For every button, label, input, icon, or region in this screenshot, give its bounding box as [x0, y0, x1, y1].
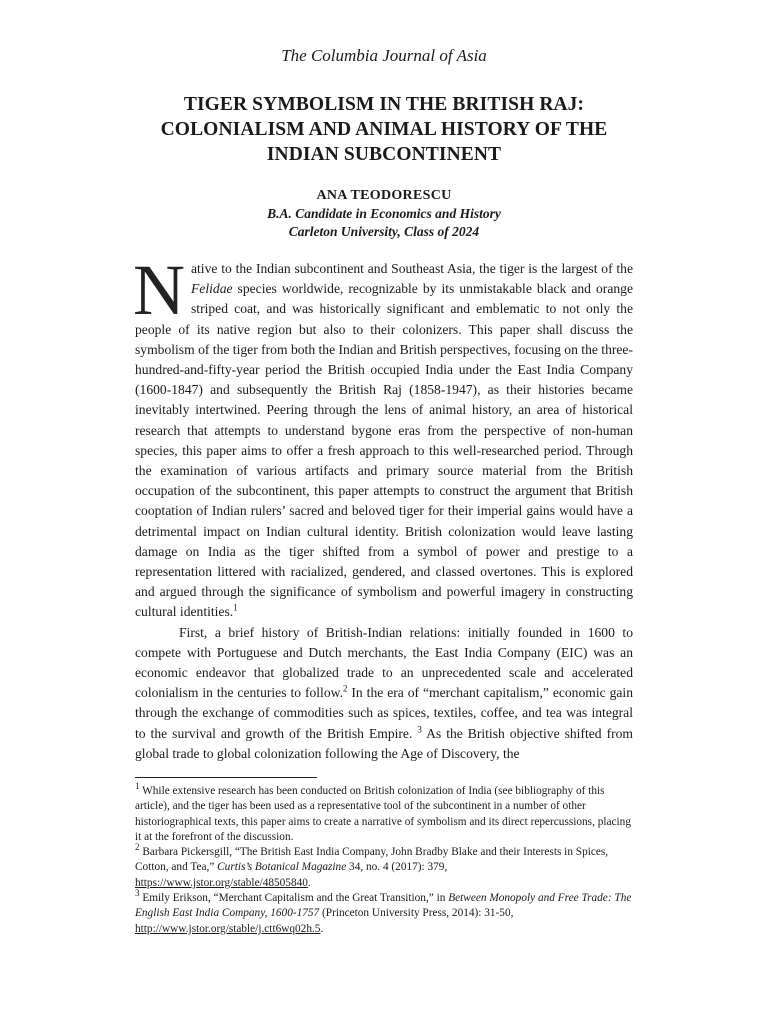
footnote-text: Emily Erikson, “Merchant Capitalism and the Great Transition,” in — [139, 892, 449, 905]
body-paragraph-2 — [135, 623, 633, 764]
text-span: In the era of “merchant capitalism,” economic gain through the exchange of commodities such as spices, textiles, coffee, and tea was integral to the survival and growth of the British Empire. — [135, 685, 634, 741]
footnote-1 — [135, 781, 633, 845]
footnote-2-link[interactable]: https://www.jstor.org/stable/48505840 — [135, 876, 308, 889]
article-body — [133, 250, 634, 764]
title-line: INDIAN SUBCONTINENT — [266, 144, 502, 165]
author-name: ANA TEODORESCU — [316, 188, 452, 203]
footnote-3-link[interactable]: http://www.jstor.org/stable/j.ctt6wq02h.5 — [135, 922, 321, 935]
text-span: ative to the Indian subcontinent and Southeast Asia, the tiger is the largest of the — [191, 261, 633, 276]
footnote-text: (Princeton University Press, 2014): 31-50, — [319, 907, 514, 920]
footnote-divider — [135, 777, 317, 778]
footnote-2 — [135, 842, 633, 891]
footnote-text: . — [320, 922, 324, 935]
book-title: Between Monopoly and Free Trade: The English East India Company, 1600-1757 — [135, 892, 632, 920]
footnote-number: 3 — [135, 888, 140, 899]
footnote-number: 1 — [135, 781, 140, 792]
journal-header: The Columbia Journal of Asia — [281, 46, 487, 65]
author-affiliation-degree: B.A. Candidate in Economics and History — [267, 206, 501, 221]
species-name: Felidae — [191, 281, 233, 297]
body-paragraph-1 — [133, 250, 633, 623]
footnote-ref-1[interactable]: 1 — [233, 602, 238, 613]
text-span: species worldwide, recognizable by its unmistakable black and orange striped coat, and was historically significant and emblematic to not only the people of its native region but also to their colonizers. This paper shall discuss the symbolism of the tiger from both the Indian and British perspectives, focusing on the three-hundred-and-fifty-year period the British occupied India under the East India Company (1600-1847) and subsequently the British Raj (1858-1947), as their histories became inevitably intertwined. Peering through the lens of animal history, an area of historical research that attempts to understand bygone eras from the perspective of non-human species, this paper aims to offer a fresh approach to this well-researched period. Through the examination of various artifacts and primary source material from the British occupation of the subcontinent, this paper attempts to construct the argument that British cooptation of Indian rulers’ sacred and beloved tiger for their imperial gains would have a detrimental impact on Indian cultural identity. British colonization would leave lasting damage on India as the tiger shifted from a symbol of power and prestige to a representation littered with racialized, gendered, and classed overtones. This is explored and argued through the significance of symbolism and powerful imagery in constructing cultural identities. — [135, 281, 633, 620]
text-span: As the British objective shifted from global trade to global colonization following the Age of Discovery, the — [135, 725, 634, 761]
journal-title: Curtis’s Botanical Magazine — [217, 861, 347, 874]
footnote-text: . — [307, 876, 311, 889]
title-line: TIGER SYMBOLISM IN THE BRITISH RAJ: — [183, 94, 585, 115]
footnote-3 — [135, 888, 633, 937]
title-line: COLONIALISM AND ANIMAL HISTORY OF THE — [160, 119, 608, 140]
footnote-ref-2[interactable]: 2 — [342, 683, 348, 694]
footnote-text: Barbara Pickersgill, “The British East India Company, John Bradby Blake and their Interests in Spices, Cotton, and Tea,” — [135, 846, 609, 874]
footnote-ref-3[interactable]: 3 — [417, 724, 422, 735]
footnotes — [135, 781, 633, 937]
article-title — [135, 92, 633, 167]
author-affiliation-university: Carleton University, Class of 2024 — [288, 224, 480, 239]
footnote-text: 34, no. 4 (2017): 379, — [346, 861, 448, 874]
footnote-number: 2 — [135, 842, 140, 853]
footnote-text: While extensive research has been conducted on British colonization of India (see bibliography of this article), and the tiger has been used as a representative tool of the subcontinent in a number of other historiographical texts, this paper aims to create a narrative of symbolism and its direct repercussions, placing it at the forefront of the discussion. — [135, 785, 631, 843]
text-span: First, a brief history of British-Indian relations: initially founded in 1600 to compete with Portuguese and Dutch merchants, the East India Company (EIC) was an economic endeavor that globalized trade to an unprecedented scale and accelerated colonialism in the centuries to follow. — [135, 624, 633, 701]
drop-cap: N — [133, 250, 185, 330]
